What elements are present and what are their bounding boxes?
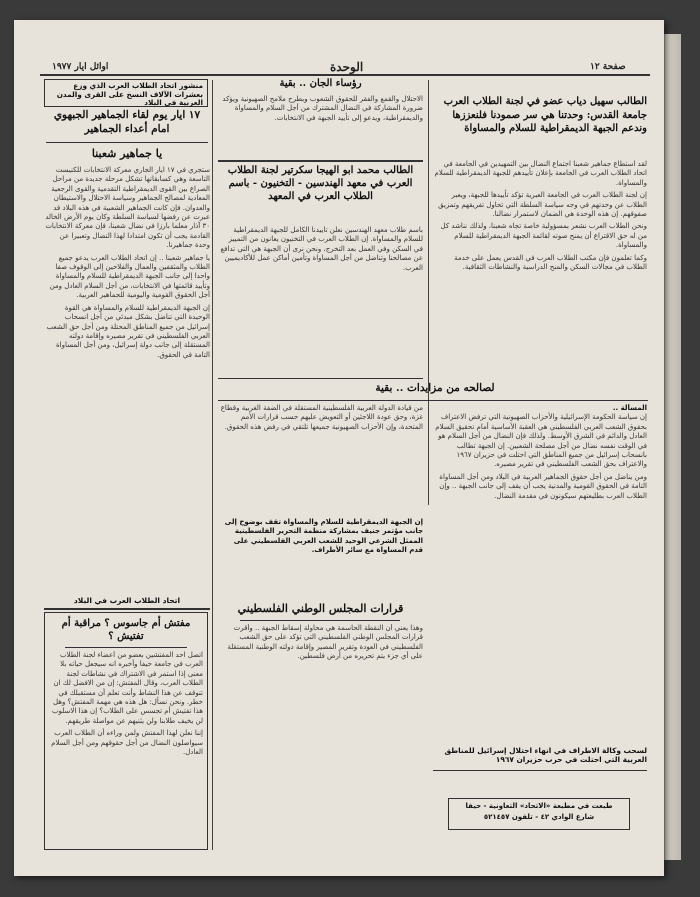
right-para-3: ونحن الطلاب العرب نشعر بمسؤولية خاصة تجاه شعبنا، ولذلك نناشد كل من له حق الاقتراع أن يمنح صوته لقائمة الجبهة الديمقراطية للسلام والمساواة. (440, 222, 647, 250)
imprint-box (448, 798, 630, 830)
inspector-box (44, 612, 208, 850)
divider (433, 770, 647, 771)
column-divider (428, 80, 429, 505)
flyer-body (44, 166, 210, 604)
pnc-body: وهذا يعني أن النقطة الحاسمة هي محاولة إسقاط الجبهة .. وأقرت قرارات المجلس الوطني الفلسطيني التي تؤكد على حق الشعب الفلسطيني في العودة وتقرير المصير وإقامة دولته الوطنية المستقلة على أي جزء يتم تحريره من أرض فلسطين. (227, 624, 423, 661)
flyer-sub-block (44, 147, 210, 160)
pnc-headline: قرارات المجلس الوطني الفلسطيني (237, 602, 404, 615)
imprint-line-2: شارع الوادي ٤٢ - تلفون ٥٢١٤٥٧ (483, 813, 595, 822)
story-headline: الطالب محمد ابو الهيجا سكرتير لجنة الطلاب العرب في معهد الهندسين - التخنيون - باسم الطلاب العرب في المعهد (227, 165, 414, 202)
divider (46, 142, 208, 143)
flyer-signature: اتحاد الطلاب العرب في البلاد (73, 596, 181, 605)
divider (218, 160, 423, 162)
right-lower-end: ومن يناضل من أجل حقوق الجماهير العربية في البلاد ومن أجل المساواة التامة في الحقوق القومية والمدنية يجب أن يقف إلى جانب الجبهة .. وإن الطلاب العرب بطليعتهم سيكونون في مقدمة النضال. (439, 472, 647, 500)
imprint-line-1: طبعت في مطبعة «الاتحاد» التعاونية - حيفا (465, 802, 613, 810)
pnc-headline-block (218, 602, 423, 615)
mid-text: إن الجبهة الديمقراطية للسلام والمساواة تقف بوضوح إلى جانب مؤتمر جنيف بمشاركة منظمة التحرير الفلسطينية الممثل الشرعي الوحيد للشعب العربي الفلسطيني على قدم المساواة مع سائر الأطراف. (224, 518, 423, 555)
middle-top-heading-block (218, 78, 423, 89)
section-label: لصالحه من مزايدات .. بقية (375, 382, 495, 394)
flyer-subheading: يا جماهير شعبنا (91, 147, 163, 160)
story-headline-block (218, 164, 423, 203)
mid-text-block (218, 518, 423, 598)
right-footer-bold: لسحب وكالة الاطراف في انهاء احتلال إسرائيل للمناطق العربية التي احتلت في حرب حزيران ١٩٦٧ (444, 746, 647, 765)
inspector-title: مفتش أم جاسوس ؟ مراقبة أم تفتيش ؟ (61, 618, 191, 642)
divider (218, 400, 648, 401)
right-body-block (433, 160, 647, 380)
flyer-headline-block (44, 108, 210, 136)
section-text: من قيادة الدولة العربية الفلسطينية المستقلة في الضفة الغربية وقطاع غزة، وحق عودة اللاجئين أو التعويض عليهم حسب قرارات الأمم المتحدة، وإن الأحزاب الصهيونية جميعها تلتقي في رفض هذه الحقوق. (220, 404, 423, 431)
flyer-para-2: يا جماهير شعبنا .. إن اتحاد الطلاب العرب يدعو جميع الطلاب والمثقفين والعمال والفلاحين إلى الوقوف صفا واحدا إلى جانب الجبهة الديمقراطية للسلام والمساواة وتأييد قائمتها في الانتخابات، من أجل السلام العادل ومن أجل الحقوق القومية واليومية للجماهير العربية. (49, 253, 210, 300)
inspector-footer: إننا نعلن لهذا المفتش ولمن وراءه أن الطلاب العرب سيواصلون النضال من أجل حقوقهم ومن أجل السلام العادل. (51, 729, 203, 757)
divider (240, 620, 400, 621)
column-divider (212, 80, 213, 850)
right-para-2: إن لجنة الطلاب العرب في الجامعة العبرية تؤكد تأييدها للجبهة، ويعبر الطلاب عن وحدتهم في وجه سياسة السلطة التي تحاول تفريقهم وتمزيق صفوفهم. إن هذه الوحدة هي الضمان لاستمرار نضالنا. (438, 191, 647, 219)
middle-top-heading: رؤساء الجان .. بقية (279, 78, 362, 89)
issue-date: اوائل ايار ١٩٧٧ (52, 62, 109, 72)
section-label-block (230, 382, 640, 394)
middle-top-text: الاحتلال والقمع والفقر للحقوق الشعوب ويطرح ملامح الصهيونية ويؤكد ضرورة المشاركة في النضال المشترك من أجل السلام والمساواة والديمقراطية، ويدعو إلى تأييد الجبهة في الانتخابات. (222, 95, 423, 122)
right-headline-block (433, 95, 647, 136)
story-body: باسم طلاب معهد الهندسين نعلن تأييدنا الكامل للجبهة الديمقراطية للسلام والمساواة. إن الطلاب العرب في التخنيون يعانون من التمييز في السكن وفي العمل بعد التخرج، ونحن نرى أن الجبهة هي التي تدافع عن مصالحنا وتناضل من أجل المساواة وتأمين أماكن عمل للأكاديميين العرب. (220, 226, 423, 272)
pnc-body-block (218, 624, 423, 846)
flyer-title-box (44, 79, 208, 107)
right-para-1: لقد استطاع جماهير شعبنا اجتماع النضال بين التمهيدين في الجامعة في اتحاد الطلاب العرب في الجامعة بإعلان تأييدهم للجبهة الديمقراطية للسلام والمساواة. (434, 160, 647, 187)
divider (218, 378, 423, 379)
divider (44, 608, 210, 610)
divider (65, 647, 187, 648)
right-para-4: وكما تعلمون فإن مكتب الطلاب العرب في القدس يعمل على خدمة الطلاب في مجالات السكن والمنح الدراسية والنشاطات الثقافية. (454, 253, 647, 272)
paper-name: الوحدة (330, 60, 364, 74)
flyer-title: منشور اتحاد الطلاب العرب الذي وزع بعشرات الآلاف النسخ على القرى والمدن العربية في البلاد (56, 81, 203, 108)
right-headline: الطالب سهيل دياب عضو في لجنة الطلاب العرب جامعة القدس: وحدتنا هي سر صمودنا فلنعززها وندعم الجبهة الديمقراطية للسلام والمساواة (443, 96, 647, 134)
inspector-body (49, 651, 203, 845)
flyer-signature-block (44, 596, 210, 605)
section-text-block (218, 404, 423, 514)
page-number: صفحة ١٢ (590, 62, 626, 72)
masthead-rule (40, 74, 650, 76)
flyer-para-1: ستجري في ١٧ ايار الجاري معركة الانتخابات للكنيست التاسعة وهي كسابقاتها تشكل مرحلة جديدة من مراحل الصراع بين القوى الديمقراطية التقدمية والقوى الرجعية المعادية لمصالح الجماهير وسياسة الاحتلال والاستيطان والعدوان. فإن كانت الجماهير الشعبية في هذه البلاد قد عبرت عن رفضها لسياسة السلطة وكان يوم الأرض الخالد ٣٠ آذار معلما بارزا في نضال شعبنا، فإن معركة الانتخابات القادمة يجب أن تكون امتدادا لهذا النضال وتعبيرا عن وحدة جماهيرنا. (45, 166, 210, 250)
middle-top-text-block (218, 95, 423, 157)
flyer-headline: ١٧ ايار يوم لقاء الجماهير الجبهوي امام أعداء الجماهير (53, 109, 201, 135)
right-lower-block (433, 404, 647, 744)
inspector-text: اتصل احد المفتشين بعضو من أعضاء لجنة الطلاب العرب في جامعة حيفا وأخبره انه سيجعل حياته بلا معنى إذا استمر في الاشتراك في نشاطات لجنة الطلاب العرب، وقال المفتش: إن من الافضل لك ان تتوقف عن هذا النشاط وأنت تعلم أن مستقبلك في خطر. ونحن نسأل: هل هذه هي مهمة المفتش؟ وهل هذا تفتيش أم تجسس على الطلاب؟ إن هذا الاسلوب لن يخيف طلابنا ولن يثنيهم عن مواصلة طريقهم. (51, 651, 203, 725)
right-footer-block (433, 746, 647, 765)
right-lower-body: إن سياسة الحكومة الإسرائيلية والأحزاب الصهيونية التي ترفض الاعتراف بحقوق الشعب العربي الفلسطيني هي العقبة الأساسية أمام تحقيق السلام العادل والدائم في الشرق الأوسط. ولذلك فإن النضال من أجل السلام هو في الوقت نفسه نضال من أجل مصلحة الشعبين. إن الجبهة تطالب بانسحاب إسرائيل من جميع المناطق التي احتلت في حزيران ١٩٦٧ والاعتراف بحق الشعب الفلسطيني في تقرير مصيره. (435, 413, 647, 469)
story-body-block (218, 226, 423, 376)
flyer-para-3: إن الجبهة الديمقراطية للسلام والمساواة هي القوة الوحيدة التي تناضل بشكل مبدئي من أجل انسحاب إسرائيل من جميع المناطق المحتلة ومن أجل حق الشعب العربي الفلسطيني في تقرير مصيره وإقامة دولته المستقلة إلى جانب دولة إسرائيل، ومن أجل المساواة التامة في الحقوق. (46, 303, 210, 359)
right-lower-intro: المسألة .. (612, 404, 647, 412)
paper-edge (664, 34, 681, 860)
